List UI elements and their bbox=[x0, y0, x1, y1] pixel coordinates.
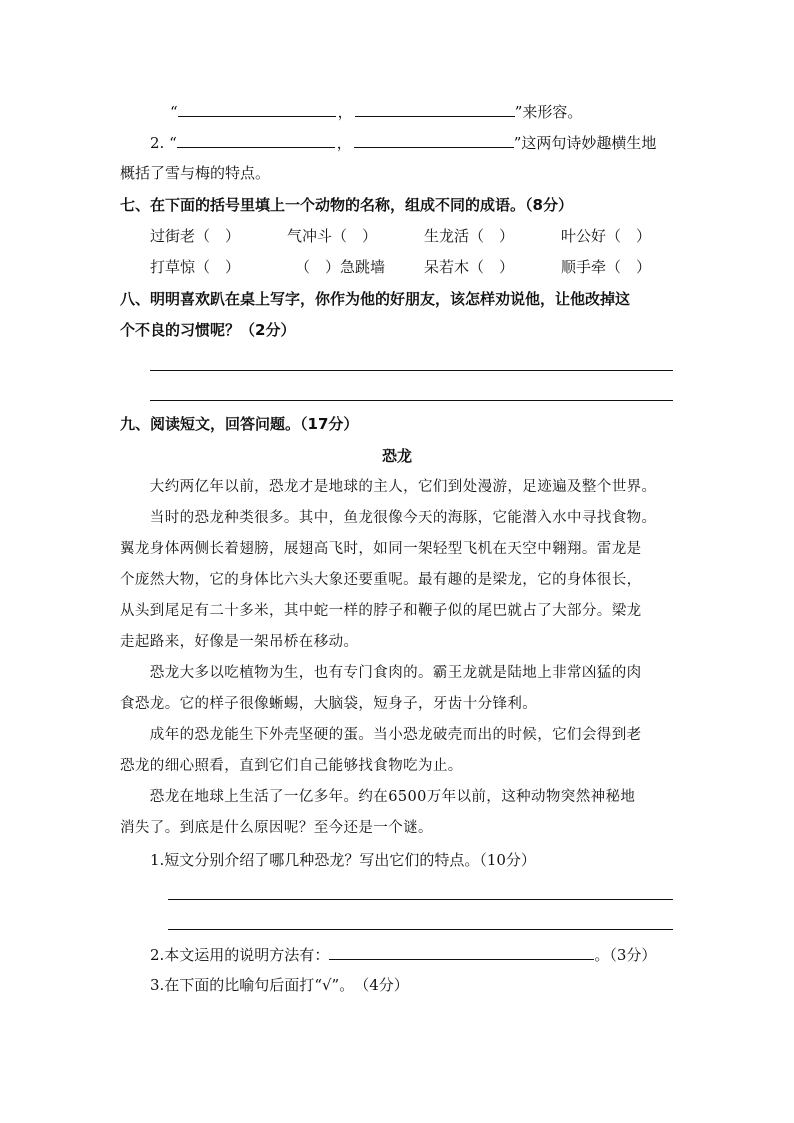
q7-row2-item-1[interactable]: 打草惊（ ） bbox=[150, 258, 241, 276]
q7-row2-item-2[interactable]: （ ）急跳墙 bbox=[295, 258, 386, 276]
passage-title: 恐龙 bbox=[381, 447, 412, 465]
passage-line-11: 恐龙在地球上生活了一亿多年。约在6500万年以前，这种动物突然神秘地 bbox=[120, 789, 636, 805]
q9-sub1-answer-line-2[interactable] bbox=[168, 929, 673, 930]
q9-sub2 bbox=[150, 945, 656, 965]
q7-row1-item-3[interactable]: 生龙活（ ） bbox=[424, 227, 515, 245]
q7-row2-item-4[interactable]: 顺手牵（ ） bbox=[561, 258, 652, 276]
q6-blank-1[interactable] bbox=[178, 102, 336, 117]
q9-sub2-blank[interactable] bbox=[329, 945, 594, 960]
passage-line-4: 个庞然大物，它的身体比六头大象还要重呢。最有趣的是梁龙，它的身体很长， bbox=[120, 572, 642, 588]
q7-heading: 七、在下面的括号里填上一个动物的名称，组成不同的成语。（8分） bbox=[120, 196, 573, 214]
q6-line1 bbox=[170, 102, 582, 122]
q9-heading: 九、阅读短文，回答问题。（17分） bbox=[120, 415, 359, 433]
q6-line2 bbox=[150, 133, 656, 153]
q8-answer-line-2[interactable] bbox=[150, 400, 673, 401]
q6-line1-open: “ bbox=[170, 103, 178, 121]
q6-line2-end: ”这两句诗妙趣横生地 bbox=[513, 134, 657, 152]
passage-line-9: 成年的恐龙能生下外壳坚硬的蛋。当小恐龙破壳而出的时候，它们会得到老 bbox=[120, 727, 642, 743]
q7-row2-item-3[interactable]: 呆若木（ ） bbox=[424, 258, 515, 276]
passage-line-3: 翼龙身体两侧长着翅膀，展翅高飞时，如同一架轻型飞机在天空中翱翔。雷龙是 bbox=[120, 541, 642, 557]
passage-line-2: 当时的恐龙种类很多。其中，鱼龙很像今天的海豚，它能潜入水中寻找食物。 bbox=[120, 510, 657, 526]
q7-row1-item-4[interactable]: 叶公好（ ） bbox=[561, 227, 652, 245]
q9-sub1: 1.短文分别介绍了哪几种恐龙？写出它们的特点。（10分） bbox=[150, 851, 536, 869]
q7-row1-item-2[interactable]: 气冲斗（ ） bbox=[287, 227, 378, 245]
q6-line3: 概括了雪与梅的特点。 bbox=[120, 164, 271, 182]
q9-sub3: 3.在下面的比喻句后面打“√”。 （4分） bbox=[150, 976, 409, 994]
q8-answer-line-1[interactable] bbox=[150, 370, 673, 371]
passage-line-5: 从头到尾足有二十多米，其中蛇一样的脖子和鞭子似的尾巴就占了大部分。梁龙 bbox=[120, 603, 642, 619]
passage-line-7: 恐龙大多以吃植物为生，也有专门食肉的。霸王龙就是陆地上非常凶猛的肉 bbox=[120, 665, 642, 681]
q6-blank-2[interactable] bbox=[355, 102, 515, 117]
q9-sub2-end: 。（3分） bbox=[594, 946, 657, 964]
q9-sub2-lead: 2.本文运用的说明方法有： bbox=[150, 946, 330, 964]
q6-line2-sep: ， bbox=[336, 134, 352, 152]
passage-line-12: 消失了。到底是什么原因呢？至今还是一个谜。 bbox=[120, 820, 433, 836]
q6-line1-end: ”来形容。 bbox=[514, 103, 583, 121]
q6-blank-4[interactable] bbox=[354, 133, 514, 148]
q6-blank-3[interactable] bbox=[177, 133, 335, 148]
q6-line2-num: 2. “ bbox=[150, 134, 177, 152]
passage-line-10: 恐龙的细心照看，直到它们自己能够找食物吃为止。 bbox=[120, 758, 463, 774]
q9-sub1-answer-line-1[interactable] bbox=[168, 899, 673, 900]
passage-line-8: 食恐龙。它的样子很像蜥蜴，大脑袋，短身子，牙齿十分锋利。 bbox=[120, 696, 538, 712]
q8-heading-line2: 个不良的习惯呢？（2分） bbox=[120, 321, 296, 339]
passage-line-6: 走起路来，好像是一架吊桥在移动。 bbox=[120, 634, 359, 650]
passage-line-1: 大约两亿年以前，恐龙才是地球的主人，它们到处漫游，足迹遍及整个世界。 bbox=[120, 479, 657, 495]
q6-line1-sep: ， bbox=[337, 103, 353, 121]
q7-row1-item-1[interactable]: 过街老（ ） bbox=[150, 227, 241, 245]
q8-heading-line1: 八、明明喜欢趴在桌上写字，你作为他的好朋友，该怎样劝说他，让他改掉这 bbox=[120, 290, 631, 308]
